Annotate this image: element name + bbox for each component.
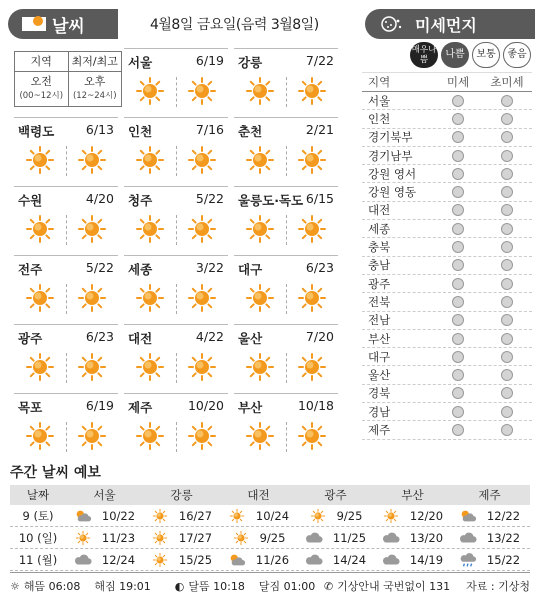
sun-icon: [26, 215, 54, 243]
sun-icon: [298, 215, 326, 243]
sun-icon: [136, 353, 164, 381]
region-card: [124, 117, 228, 177]
region-name: 부산: [238, 400, 263, 415]
dust-row: [362, 293, 532, 311]
dust-region: 대전: [368, 203, 391, 218]
region-card: [124, 186, 228, 246]
weekly-temp: 12/20: [409, 508, 444, 523]
region-card: [14, 255, 118, 315]
pm25-dot: [501, 333, 513, 345]
weekly-temp: 14/24: [332, 552, 367, 567]
source: 자료 : 기상청: [466, 580, 530, 593]
pm25-dot: [501, 296, 513, 308]
region-card: [234, 393, 338, 453]
sun-icon: [246, 353, 274, 381]
dust-row: [362, 220, 532, 238]
dust-region: 충남: [368, 258, 391, 273]
legend-am: 오전 (00~12시): [15, 72, 69, 106]
legend-region: 지역: [15, 52, 69, 71]
dust-row: [362, 129, 532, 147]
region-temp: 2/21: [305, 122, 334, 137]
region-name: 강릉: [238, 55, 263, 70]
weekly-cell: [374, 552, 451, 568]
sun-icon: [151, 552, 169, 568]
region-card: [14, 117, 118, 177]
sun-icon: [298, 146, 326, 174]
weekly-table: [10, 485, 530, 571]
dust-region: 경북: [368, 386, 391, 401]
sun-icon: [228, 508, 246, 524]
dust-table-header: 지역 미세 초미세: [362, 72, 532, 92]
region-name: 광주: [18, 331, 43, 346]
dust-icon: [377, 13, 405, 35]
sun-icon: [232, 530, 250, 546]
weekly-temp: 15/25: [178, 552, 213, 567]
region-card: [234, 255, 338, 315]
sun-icon: [188, 146, 216, 174]
region-temp: 6/19: [195, 53, 224, 68]
weather-legend: [14, 51, 122, 107]
sun-icon: [78, 146, 106, 174]
pm25-dot: [501, 241, 513, 253]
legend-minmax: 최저/최고: [71, 55, 118, 68]
region-name: 대전: [128, 331, 153, 346]
weekly-row: [10, 549, 530, 571]
sun-icon: [78, 215, 106, 243]
weekly-temp: 11/26: [255, 552, 290, 567]
weekly-header: [10, 485, 530, 505]
moonset: 달짐 01:00: [258, 580, 316, 593]
cloud-icon: [459, 530, 477, 546]
pm10-dot: [452, 95, 464, 107]
sun-icon: [136, 146, 164, 174]
pm10-dot: [452, 168, 464, 180]
weekly-temp: 14/19: [409, 552, 444, 567]
weekly-cell: [220, 508, 297, 524]
pm25-dot: [501, 95, 513, 107]
sun-icon: [188, 77, 216, 105]
weekly-row: [10, 505, 530, 527]
weekly-temp: 15/22: [486, 552, 521, 567]
pm10-dot: [452, 406, 464, 418]
region-card: [14, 324, 118, 384]
region-temp: 7/22: [305, 53, 334, 68]
region-temp: 6/23: [85, 329, 114, 344]
sun-cloud-icon: [20, 13, 48, 35]
pm25-dot: [501, 387, 513, 399]
date-label: 4월8일 금요일(음력 3월8일): [150, 17, 319, 33]
region-card: [14, 186, 118, 246]
sun-icon: [188, 284, 216, 312]
region-card: [124, 255, 228, 315]
weekly-temp: 16/27: [178, 508, 213, 523]
pm25-dot: [501, 131, 513, 143]
legend-pm: 오후 (12~24시): [72, 75, 117, 101]
weekly-cell: [451, 508, 528, 524]
weekly-temp: 11/25: [332, 530, 367, 545]
pm25-dot: [501, 406, 513, 418]
legend-good: 좋음: [503, 42, 531, 68]
weekly-cell: [297, 552, 374, 568]
pm10-dot: [452, 351, 464, 363]
weekly-date-header: 날짜: [26, 488, 50, 502]
dust-region: 경남: [368, 404, 391, 419]
dust-region: 인천: [368, 111, 391, 126]
weekly-title: 주간 날씨 예보: [10, 465, 101, 481]
moonrise: 달뜸 10:18: [188, 580, 245, 593]
dust-region: 전남: [368, 313, 391, 328]
weekly-temp: 11/23: [101, 530, 136, 545]
sun-icon: [246, 284, 274, 312]
rain-icon: [459, 552, 477, 568]
dust-row: [362, 330, 532, 348]
legend-very-bad: 매우나쁨: [410, 42, 438, 68]
cloud-icon: [305, 530, 323, 546]
region-temp: 3/22: [195, 260, 224, 275]
pm10-dot: [452, 204, 464, 216]
sun-icon: [188, 353, 216, 381]
region-temp: 7/16: [195, 122, 224, 137]
sunset: 해짐 19:01: [94, 580, 151, 593]
region-name: 백령도: [18, 124, 55, 139]
weekly-temp: 13/20: [409, 530, 444, 545]
sun-icon: [382, 508, 400, 524]
weekly-cell: [297, 508, 374, 524]
dust-region: 경기남부: [368, 148, 413, 163]
sun-icon: [26, 353, 54, 381]
weekly-temp: 10/24: [255, 508, 290, 523]
cloud-icon: [382, 530, 400, 546]
dust-row: [362, 275, 532, 293]
pm10-dot: [452, 296, 464, 308]
sun-icon: [78, 422, 106, 450]
dust-row: [362, 165, 532, 183]
dust-region: 강원 영동: [368, 185, 417, 200]
weekly-date: 10 (일): [18, 530, 58, 545]
dust-region: 서울: [368, 93, 391, 108]
region-temp: 5/22: [85, 260, 114, 275]
sun-icon: [151, 508, 169, 524]
weekly-cell: [143, 552, 220, 568]
pm10-dot: [452, 131, 464, 143]
region-name: 제주: [128, 400, 153, 415]
weekly-temp: 13/22: [486, 530, 521, 545]
legend-bad: 나쁨: [441, 42, 469, 68]
pm10-dot: [452, 333, 464, 345]
dust-row: [362, 348, 532, 366]
dust-region: 경기북부: [368, 130, 413, 145]
weekly-city-header: 강릉: [170, 488, 193, 502]
dust-table: [362, 72, 532, 440]
dust-region: 울산: [368, 368, 391, 383]
weekly-cell: [451, 552, 528, 568]
sun-icon: [246, 77, 274, 105]
sun-icon: [188, 215, 216, 243]
pm25-dot: [501, 150, 513, 162]
sun-icon: [136, 284, 164, 312]
pm10-dot: [452, 424, 464, 436]
sun-icon: [78, 353, 106, 381]
cloud-sun-icon: [459, 508, 477, 524]
weekly-cell: [143, 508, 220, 524]
cloud-sun-icon: [74, 508, 92, 524]
region-temp: 4/22: [195, 329, 224, 344]
footer: [10, 572, 530, 594]
region-name: 인천: [128, 124, 153, 139]
region-name: 전주: [18, 262, 43, 277]
pm10-dot: [452, 259, 464, 271]
sun-icon: [298, 353, 326, 381]
pm25-dot: [501, 259, 513, 271]
dust-region: 광주: [368, 276, 391, 291]
pm25-dot: [501, 186, 513, 198]
phone-icon: ✆: [323, 579, 334, 593]
pm25-dot: [501, 113, 513, 125]
dust-row: [362, 238, 532, 256]
sun-icon: [298, 284, 326, 312]
moon-icon: ◐: [174, 579, 185, 593]
dust-region: 제주: [368, 422, 391, 437]
weekly-temp: 12/24: [101, 552, 136, 567]
region-name: 청주: [128, 193, 153, 208]
region-temp: 4/20: [85, 191, 114, 206]
pm25-dot: [501, 369, 513, 381]
sun-icon: [246, 422, 274, 450]
region-temp: 6/23: [305, 260, 334, 275]
region-name: 세종: [128, 262, 153, 277]
sun-icon: [246, 146, 274, 174]
pm25-dot: [501, 351, 513, 363]
pm25-dot: [501, 223, 513, 235]
pm10-dot: [452, 150, 464, 162]
sunrise: 해뜸 06:08: [23, 580, 81, 593]
weekly-cell: [451, 530, 528, 546]
dust-row: [362, 92, 532, 110]
weekly-cell: [374, 530, 451, 546]
pm10-dot: [452, 278, 464, 290]
sun-icon: [136, 77, 164, 105]
pm25-dot: [501, 278, 513, 290]
dust-row: [362, 421, 532, 439]
sun-icon: [298, 77, 326, 105]
dust-region: 전북: [368, 294, 391, 309]
cloud-sun-icon: [228, 552, 246, 568]
sun-icon: [74, 530, 92, 546]
dust-row: [362, 183, 532, 201]
weekly-date: 11 (월): [18, 552, 58, 567]
dust-row: [362, 403, 532, 421]
dust-row: [362, 202, 532, 220]
pm10-dot: [452, 314, 464, 326]
sun-icon: [26, 146, 54, 174]
region-temp: 6/15: [305, 191, 334, 206]
region-name: 대구: [238, 262, 263, 277]
pm10-dot: [452, 241, 464, 253]
weekly-city-header: 서울: [93, 488, 116, 502]
weekly-cell: [374, 508, 451, 524]
region-temp: 6/19: [85, 398, 114, 413]
phone-info: 기상안내 국번없이 131: [337, 580, 451, 593]
sun-icon: [298, 422, 326, 450]
weekly-cell: [66, 552, 143, 568]
pm10-dot: [452, 387, 464, 399]
dust-row: [362, 147, 532, 165]
region-card: [234, 117, 338, 177]
region-card: [124, 48, 228, 108]
weekly-city-header: 광주: [324, 488, 347, 502]
dust-row: [362, 312, 532, 330]
sun-icon: [26, 422, 54, 450]
sun-icon: [309, 508, 327, 524]
weekly-city-header: 부산: [401, 488, 424, 502]
pm25-dot: [501, 204, 513, 216]
weekly-cell: [66, 508, 143, 524]
region-name: 춘천: [238, 124, 263, 139]
region-card: [234, 324, 338, 384]
legend-normal: 보통: [472, 42, 500, 68]
region-temp: 10/20: [187, 398, 224, 413]
sun-icon: [136, 422, 164, 450]
sun-icon: [151, 530, 169, 546]
weekly-temp: 9/25: [259, 530, 286, 545]
dust-row: [362, 385, 532, 403]
pm10-dot: [452, 369, 464, 381]
region-card: [124, 393, 228, 453]
sun-icon: [188, 422, 216, 450]
dust-header: [365, 9, 535, 39]
weekly-temp: 17/27: [178, 530, 213, 545]
weather-title: 날씨: [52, 16, 85, 37]
cloud-icon: [305, 552, 323, 568]
weekly-city-header: 대전: [247, 488, 270, 502]
weekly-cell: [143, 530, 220, 546]
region-name: 목포: [18, 400, 43, 415]
pm25-dot: [501, 168, 513, 180]
region-name: 수원: [18, 193, 43, 208]
region-temp: 6/13: [85, 122, 114, 137]
dust-row: [362, 257, 532, 275]
region-temp: 7/20: [305, 329, 334, 344]
region-name: 울산: [238, 331, 263, 346]
dust-row: [362, 110, 532, 128]
dust-region: 충북: [368, 240, 391, 255]
dust-region: 세종: [368, 221, 391, 236]
region-temp: 10/18: [297, 398, 334, 413]
dust-row: [362, 366, 532, 384]
weekly-row: [10, 527, 530, 549]
pm10-dot: [452, 113, 464, 125]
cloud-icon: [382, 552, 400, 568]
region-name: 울릉도·독도: [238, 193, 304, 208]
region-card: [234, 48, 338, 108]
weekly-cell: [220, 530, 297, 546]
cloud-icon: [74, 552, 92, 568]
dust-legend: [410, 42, 531, 68]
weekly-temp: 9/25: [336, 508, 363, 523]
sun-icon: [246, 215, 274, 243]
dust-region: 강원 영서: [368, 166, 417, 181]
pm25-dot: [501, 314, 513, 326]
region-temp: 5/22: [195, 191, 224, 206]
weekly-cell: [220, 552, 297, 568]
region-name: 서울: [128, 55, 153, 70]
region-card: [124, 324, 228, 384]
sun-icon: [136, 215, 164, 243]
weekly-temp: 12/22: [486, 508, 521, 523]
weather-header: [8, 9, 118, 39]
pm25-dot: [501, 424, 513, 436]
region-card: [14, 393, 118, 453]
sun-icon: [78, 284, 106, 312]
weekly-temp: 10/22: [101, 508, 136, 523]
weekly-cell: [66, 530, 143, 546]
weekly-cell: [297, 530, 374, 546]
sun-icon: [26, 284, 54, 312]
pm10-dot: [452, 223, 464, 235]
dust-title: 미세먼지: [415, 15, 477, 35]
sunrise-icon: ☼: [10, 579, 20, 593]
region-card: [234, 186, 338, 246]
dust-region: 대구: [368, 349, 391, 364]
weekly-date: 9 (토): [22, 508, 54, 523]
weekly-city-header: 제주: [478, 488, 501, 502]
pm10-dot: [452, 186, 464, 198]
dust-region: 부산: [368, 331, 391, 346]
